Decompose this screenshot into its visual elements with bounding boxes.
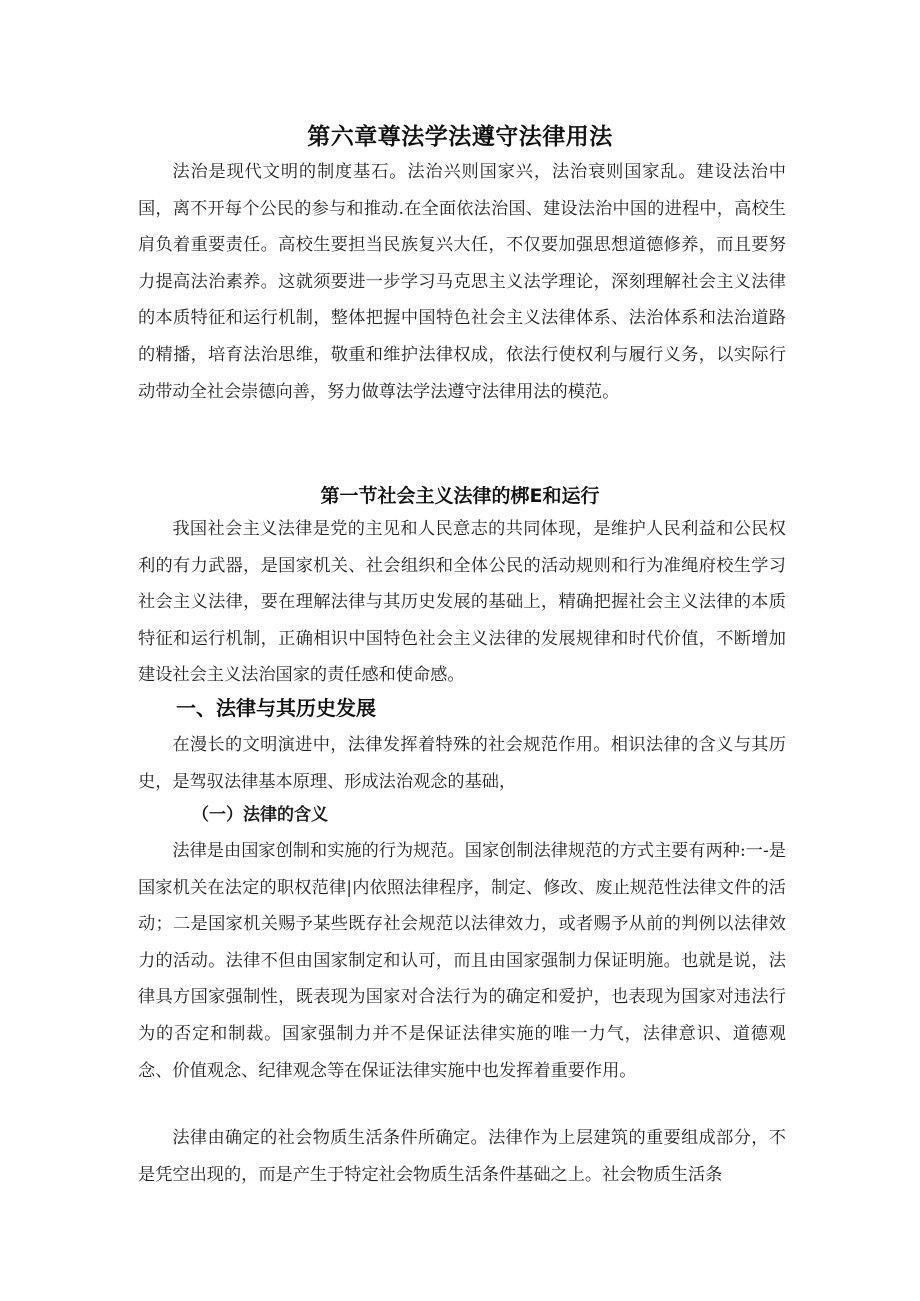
heading-law-history: 一、法律与其历史发展 <box>176 696 376 720</box>
section-title: 第一节社会主义法律的梆E和运行 <box>320 485 600 507</box>
law-definition-paragraph: 法律是由国家创制和实施的行为规范。国家创制法律规范的方式主要有两种:一-是国家机关在法定的职权范律|内依照法律程序，制定、修改、废止规范性法律文件的活动；二是国家机关赐予某些既存社会规范以法律效力，或者赐予从前的判例以法律效力的活动。法律不但由国家制定和认可，而且由国家强制力保证明施。也就是说，法律具方国家强制性，既表现为国家对合法行为的确定和爱护，也表现为国家对违法行为的否定和制裁。国家强制力并不是保证法律实施的唯一力气，法律意识、道德观念、价值观念、纪律观念等在保证法律实施中也发挥着重要作用。 <box>138 841 786 1081</box>
section-paragraph: 我国社会主义法律是党的主见和人民意志的共同体现，是维护人民利益和公民权利的有力武器，是国家机关、社会组织和全体公民的活动规则和行为准绳府校生学习社会主义法律，要在理解法律与其历史发展的基础上，精确把握社会主义法律的本质特征和运行机制，正确相识中国特色社会主义法律的发展规律和时代价值，不断增加建设社会主义法治国家的责任感和使命感。 <box>138 519 786 686</box>
law-history-paragraph: 在漫长的文明演进中，法律发挥着特殊的社会规范作用。相识法律的含义与其历史，是驾驭法律基本原理、形成法治观念的基础， <box>138 735 786 792</box>
material-conditions-paragraph: 法律由确定的社会物质生活条件所确定。法律作为上层建筑的重要组成部分，不是凭空出现的，而是产生于特定社会物质生活条件基础之上。社会物质生活条 <box>138 1128 786 1185</box>
heading-law-meaning: （一）法律的含义 <box>192 805 328 825</box>
chapter-title: 第六章尊法学法遵守法律用法 <box>307 124 613 150</box>
intro-paragraph: 法治是现代文明的制度基石。法治兴则国家兴，法治衰则国家乱。建设法治中国，离不开每个公民的参与和推动.在全面依法治国、建设法治中国的进程中，高校生肩负着重要责任。高校生要担当民族复兴大任，不仅要加强思想道德修养，而且要努力提高法治素养。这就须要进一步学习马克思主义法学理论，深刻理解社会主义法律的本质特征和运行机制，整体把握中国特色社会主义法律体系、法治体系和法治道路的精播，培育法治思维，敬重和维护法律权成，依法行使权利与履行义务，以实际行动带动全社会崇德向善，努力做尊法学法遵守法律用法的模范。 <box>138 162 786 402</box>
